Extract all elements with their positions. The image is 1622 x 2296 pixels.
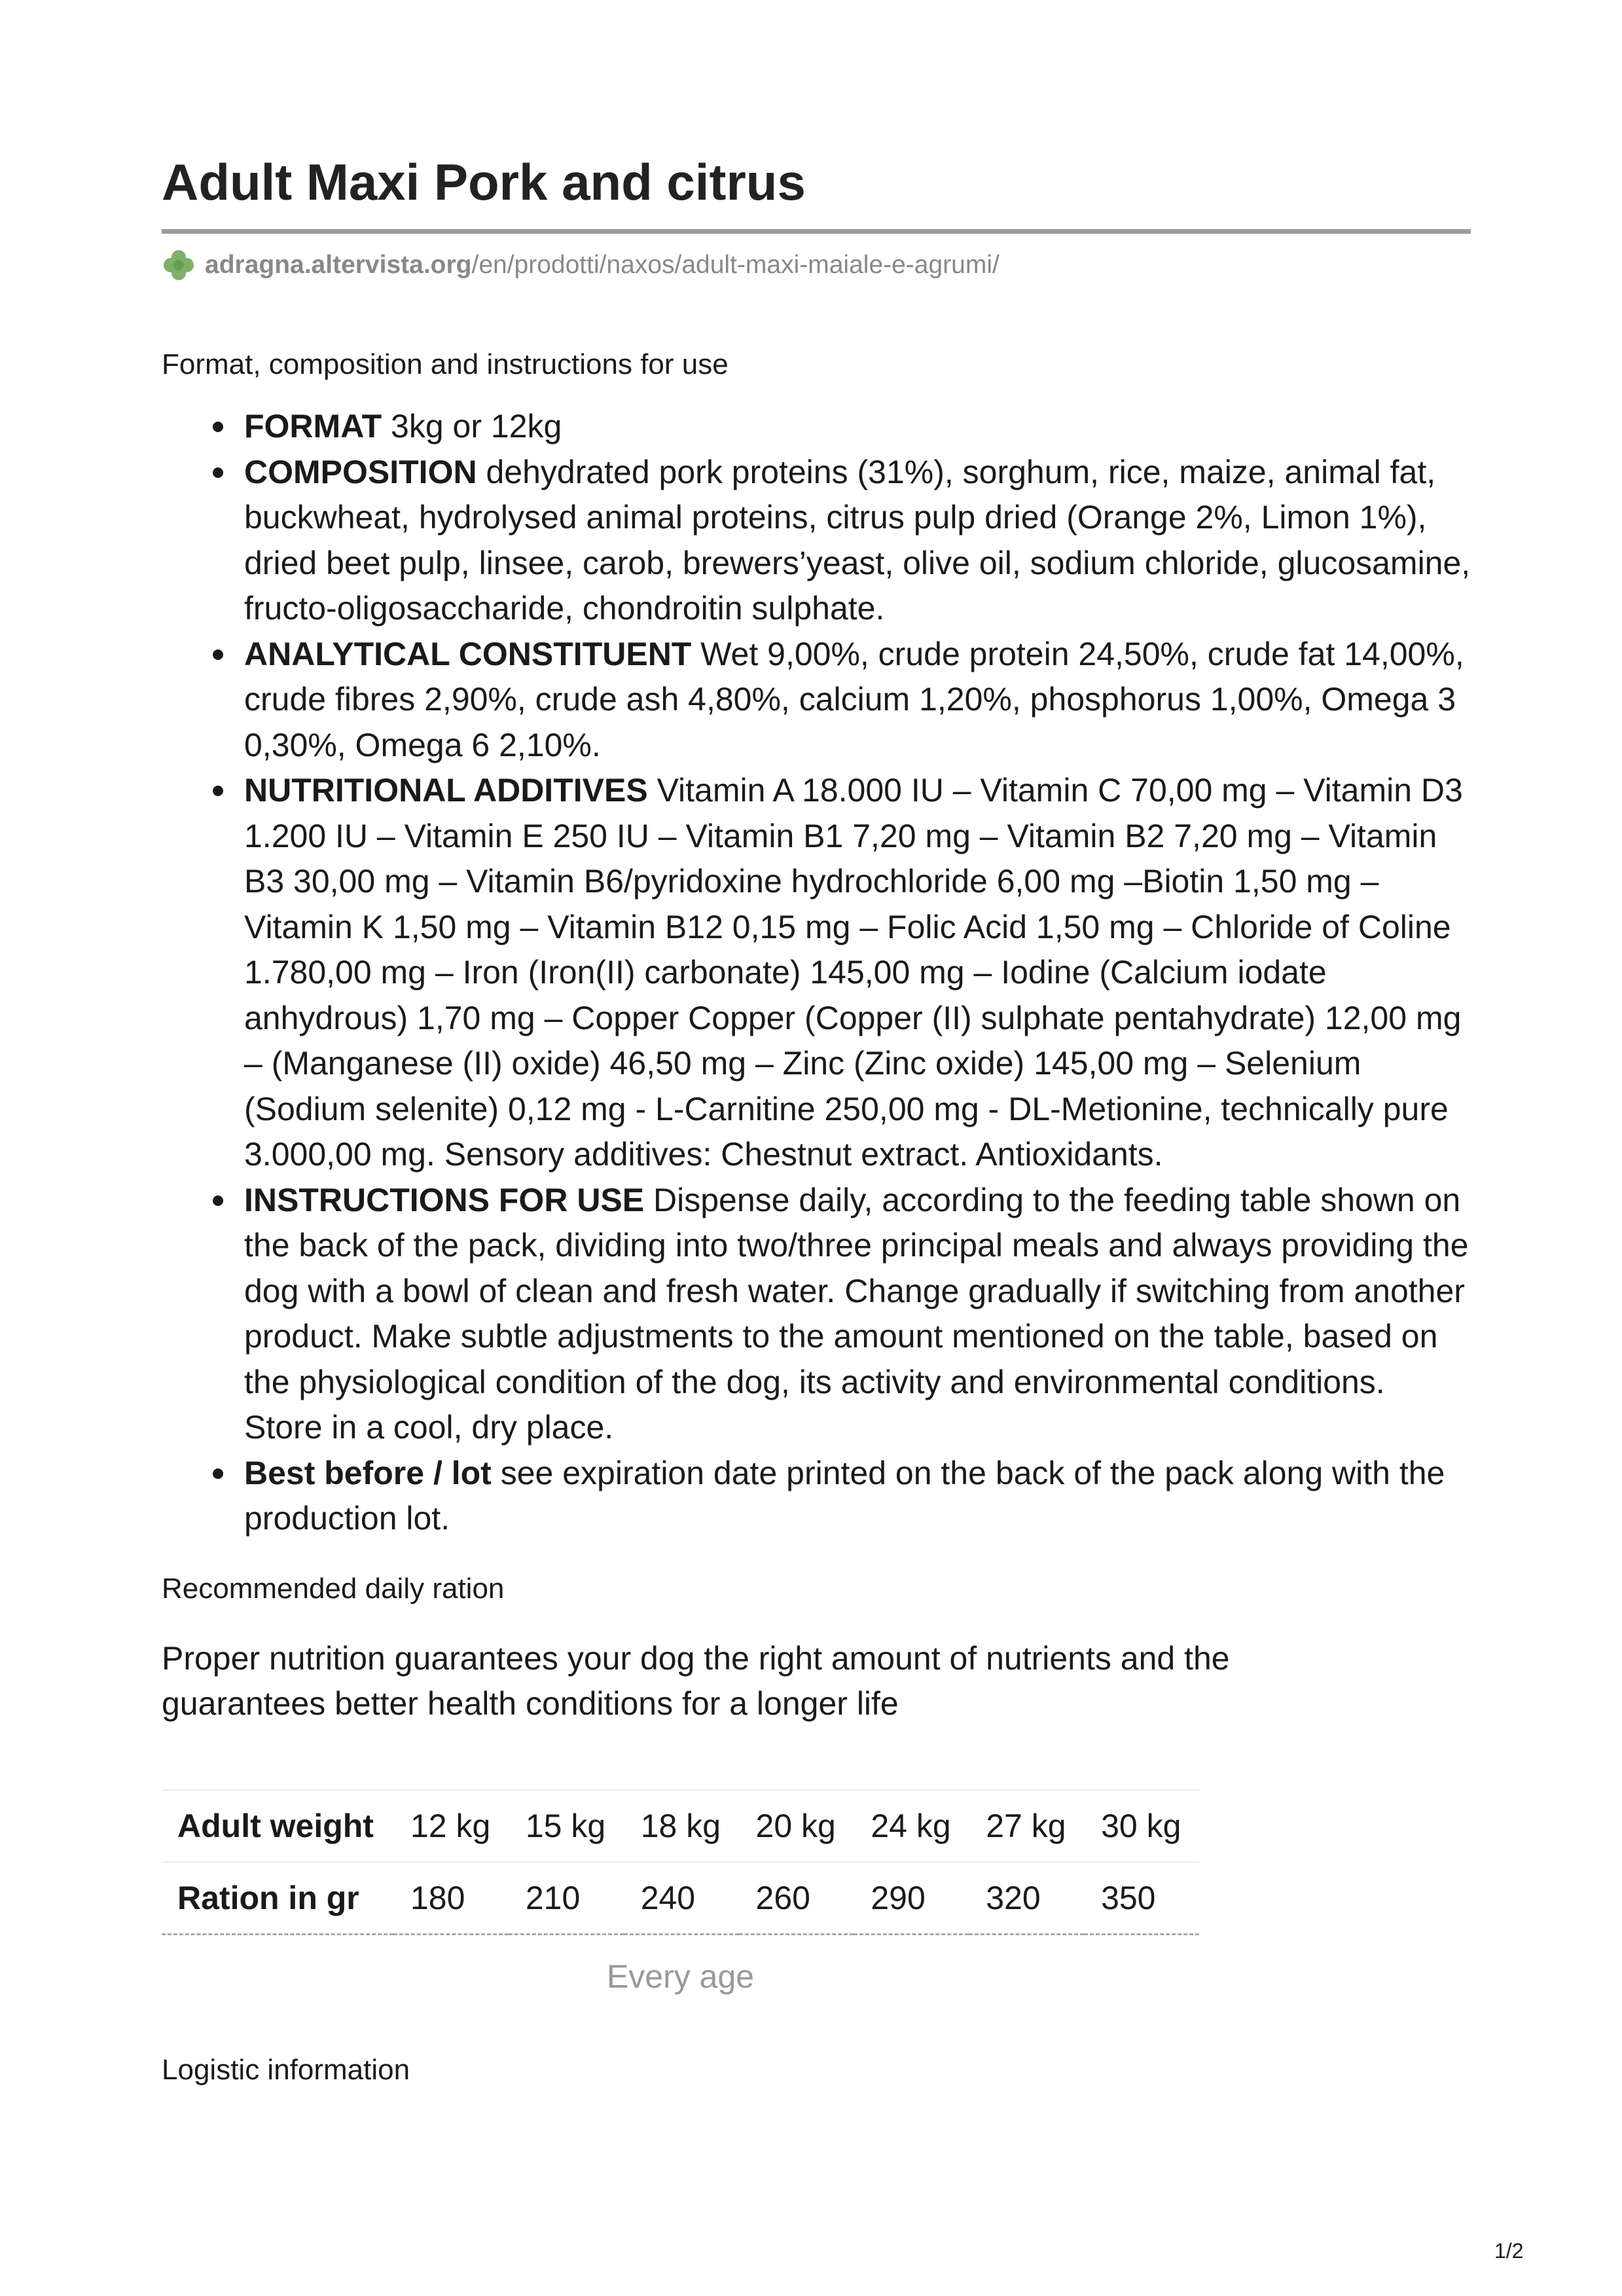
source-domain[interactable]: adragna.altervista.org xyxy=(205,251,472,279)
spec-label: COMPOSITION xyxy=(244,453,477,490)
spec-text: dehydrated pork proteins (31%), sorghum, rice, maize, animal fat, buckwheat, hydrolysed animal proteins, citrus pulp dried (Orange 2%, Limon 1%), dried beet pulp, linsee, carob, brewers’yeast, olive oil, sodium chloride, glucosamine, fructo-oligosaccharide, chondroitin sulphate. xyxy=(244,453,1471,627)
ration-table xyxy=(162,1789,1199,1935)
table-cell: 240 xyxy=(624,1862,739,1935)
table-cell: 210 xyxy=(509,1862,624,1935)
spec-text: see expiration date printed on the back of the pack along with the production lot. xyxy=(244,1454,1445,1537)
document-page xyxy=(162,149,1471,2090)
spec-list xyxy=(162,404,1471,1542)
source-url[interactable] xyxy=(162,246,1471,285)
page-title: Adult Maxi Pork and citrus xyxy=(162,153,806,211)
spec-text: 3kg or 12kg xyxy=(382,408,562,445)
list-item xyxy=(244,768,1471,1178)
list-item xyxy=(244,1451,1471,1542)
table-cell: 15 kg xyxy=(509,1790,624,1862)
table-cell: 260 xyxy=(739,1862,854,1935)
table-cell: 24 kg xyxy=(854,1790,969,1862)
bullet-icon xyxy=(213,422,223,432)
format-section-heading: Format, composition and instructions for use xyxy=(162,348,729,380)
title-divider xyxy=(162,229,1471,234)
ration-section-heading: Recommended daily ration xyxy=(162,1572,505,1605)
table-cell: 350 xyxy=(1084,1862,1199,1935)
table-cell: 12 kg xyxy=(393,1790,509,1862)
table-row xyxy=(162,1862,1199,1935)
list-item xyxy=(244,450,1471,632)
list-item xyxy=(244,404,1471,450)
bullet-icon xyxy=(213,649,223,660)
list-item xyxy=(244,1178,1471,1451)
bullet-icon xyxy=(213,786,223,796)
logistic-section-heading: Logistic information xyxy=(162,2053,410,2086)
table-cell: 18 kg xyxy=(624,1790,739,1862)
table-row xyxy=(162,1790,1199,1862)
list-item xyxy=(244,632,1471,769)
page-number: 1/2 xyxy=(1494,2239,1524,2263)
clover-icon xyxy=(162,248,196,282)
table-cell: 20 kg xyxy=(739,1790,854,1862)
spec-label: ANALYTICAL CONSTITUENT xyxy=(244,635,692,672)
table-cell: 27 kg xyxy=(969,1790,1084,1862)
spec-text: Vitamin A 18.000 IU – Vitamin C 70,00 mg – Vitamin D3 1.200 IU – Vitamin E 250 IU – Vitamin B1 7,20 mg – Vitamin B2 7,20 mg – Vitamin B3 30,00 mg – Vitamin B6/pyridoxine hydrochloride 6,00 mg –Biotin 1,50 mg – Vitamin K 1,50 mg – Vitamin B12 0,15 mg – Folic Acid 1,50 mg – Chloride of Coline 1.780,00 mg – Iron (Iron(II) carbonate) 145,00 mg – Iodine (Calcium iodate anhydrous) 1,70 mg – Copper Copper (Copper (II) sulphate pentahydrate) 12,00 mg – (Manganese (II) oxide) 46,50 mg – Zinc (Zinc oxide) 145,00 mg – Selenium (Sodium selenite) 0,12 mg - L-Carnitine 250,00 mg - DL-Metionine, technically pure 3.000,00 mg. Sensory additives: Chestnut extract. Antioxidants. xyxy=(244,772,1463,1173)
row-header: Adult weight xyxy=(162,1790,393,1862)
spec-label: INSTRUCTIONS FOR USE xyxy=(244,1181,645,1218)
bullet-icon xyxy=(213,1195,223,1206)
table-cell: 290 xyxy=(854,1862,969,1935)
table-cell: 320 xyxy=(969,1862,1084,1935)
ration-intro: Proper nutrition guarantees your dog the right amount of nutrients and the guarantees better health conditions for a longer life xyxy=(162,1639,1230,1722)
bullet-icon xyxy=(213,1468,223,1479)
source-path[interactable]: /en/prodotti/naxos/adult-maxi-maiale-e-agrumi/ xyxy=(471,251,1000,279)
spec-label: Best before / lot xyxy=(244,1454,492,1491)
spec-text: Dispense daily, according to the feeding table shown on the back of the pack, dividing into two/three principal meals and always providing the dog with a bowl of clean and fresh water. Change gradually if switching from another product. Make subtle adjustments to the amount mentioned on the table, based on the physiological condition of the dog, its activity and environmental conditions. Store in a cool, dry place. xyxy=(244,1181,1469,1446)
bullet-icon xyxy=(213,467,223,478)
row-header: Ration in gr xyxy=(162,1862,393,1935)
spec-label: FORMAT xyxy=(244,408,382,445)
table-cell: 180 xyxy=(393,1862,509,1935)
spec-label: NUTRITIONAL ADDITIVES xyxy=(244,772,648,809)
table-cell: 30 kg xyxy=(1084,1790,1199,1862)
table-caption: Every age xyxy=(606,1958,755,1995)
spec-text: Wet 9,00%, crude protein 24,50%, crude fat 14,00%, crude fibres 2,90%, crude ash 4,80%, calcium 1,20%, phosphorus 1,00%, Omega 3 0,30%, Omega 6 2,10%. xyxy=(244,635,1464,763)
